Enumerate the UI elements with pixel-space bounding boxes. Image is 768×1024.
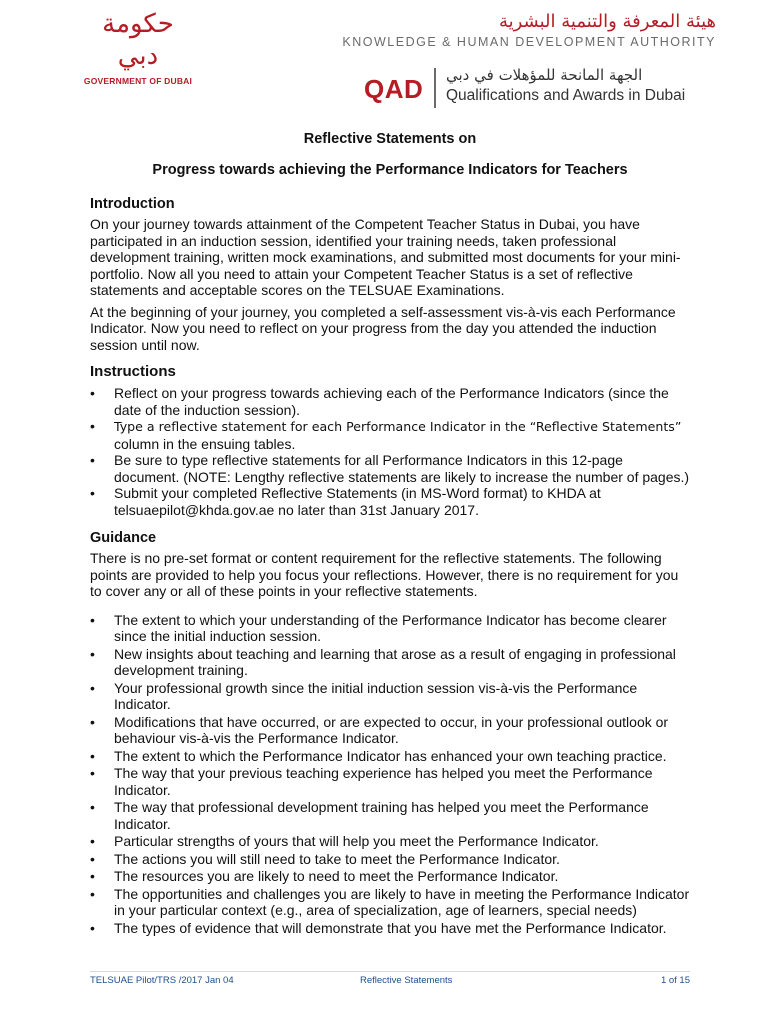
- list-item: • The types of evidence that will demonstrate that you have met the Performance Indicator.: [90, 920, 690, 937]
- qad-arabic-name: الجهة المانحة للمؤهلات في دبي: [446, 66, 643, 84]
- list-item: • Reflect on your progress towards achieving each of the Performance Indicators (since the date of the induction session).: [90, 385, 690, 418]
- qad-logo: [364, 66, 724, 110]
- guidance-heading: Guidance: [90, 530, 157, 546]
- introduction-paragraph: At the beginning of your journey, you completed a self-assessment vis-à-vis each Performance Indicator. Now you need to reflect on your progress from the day you attended the induction session until now.: [90, 303, 676, 353]
- introduction-paragraph: On your journey towards attainment of the Competent Teacher Status in Dubai, you have participated in an induction session, identified your training needs, taken professional development training, written mock examinations, and submitted most documents for your mini-portfolio. Now all you need to attain your Competent Teacher Status is a set of reflective statements and acceptable scores on the TELSUAE Examinations.: [90, 216, 681, 298]
- instructions-section: [90, 363, 690, 518]
- typed-instruction-text: Type a reflective statement for each Performance Indicator in the “Reflective Statements”: [114, 419, 682, 434]
- list-item: • Modifications that have occurred, or are expected to occur, in your professional outlook or behaviour vis-à-vis the Performance Indicator.: [90, 714, 690, 747]
- instructions-list: [90, 385, 690, 518]
- list-item: • Submit your completed Reflective Statements (in MS-Word format) to KHDA at telsuaepilot@khda.gov.ae no later than 31st January 2017.: [90, 485, 690, 518]
- khda-logo: [296, 10, 716, 49]
- introduction-section: [90, 195, 690, 353]
- list-item: • The extent to which the Performance Indicator has enhanced your own teaching practice.: [90, 748, 690, 765]
- instruction-continuation: column in the ensuing tables.: [114, 435, 296, 452]
- guidance-list: [90, 612, 690, 937]
- document-title-line1: Reflective Statements on: [303, 131, 477, 147]
- footer-document-code: TELSUAE Pilot/TRS /2017 Jan 04: [90, 975, 234, 986]
- list-item: • The actions you will still need to take to meet the Performance Indicator.: [90, 851, 690, 868]
- list-item: • Be sure to type reflective statements for all Performance Indicators in this 12-page document. (NOTE: Lengthy reflective statements are likely to increase the number of pages.): [90, 452, 690, 485]
- list-item: • The way that professional development training has helped you meet the Performance Indicator.: [90, 799, 690, 832]
- government-english-name: GOVERNMENT OF DUBAI: [83, 76, 193, 86]
- page-footer: [90, 971, 690, 985]
- footer-document-title: Reflective Statements: [360, 975, 453, 986]
- list-item: • The opportunities and challenges you are likely to have in meeting the Performance Indicator in your particular context (e.g., area of specialization, age of learners, special needs): [90, 886, 690, 919]
- document-body: [90, 122, 690, 937]
- list-item: • The extent to which your understanding of the Performance Indicator has become clearer since the initial induction session.: [90, 612, 690, 645]
- government-of-dubai-logo: [78, 8, 198, 86]
- list-item: • Particular strengths of yours that will help you meet the Performance Indicator.: [90, 833, 690, 850]
- introduction-heading: Introduction: [90, 196, 175, 212]
- guidance-section: [90, 529, 690, 936]
- list-item: • Your professional growth since the initial induction session vis-à-vis the Performance Indicator.: [90, 680, 690, 713]
- instructions-heading: Instructions: [90, 363, 176, 380]
- page-header: [0, 0, 768, 118]
- qad-english-name: Qualifications and Awards in Dubai: [446, 87, 686, 104]
- authority-english-name: KNOWLEDGE & HUMAN DEVELOPMENT AUTHORITY: [342, 35, 716, 49]
- document-title-line2: Progress towards achieving the Performance Indicators for Teachers: [152, 162, 628, 178]
- qad-divider: [434, 68, 436, 108]
- government-arabic-name: حكومة دبي: [102, 9, 174, 71]
- list-item: • The way that your previous teaching experience has helped you meet the Performance Indicator.: [90, 765, 690, 798]
- guidance-paragraph: There is no pre-set format or content requirement for the reflective statements. The following points are provided to help you focus your reflections. However, there is no requirement for you to cover any or all of these points in your reflective statements.: [90, 550, 679, 599]
- footer-page-number: 1 of 15: [660, 975, 690, 986]
- list-item: • The resources you are likely to need to meet the Performance Indicator.: [90, 868, 690, 885]
- qad-abbreviation: QAD: [364, 74, 424, 104]
- list-item: • New insights about teaching and learning that arose as a result of engaging in professional development training.: [90, 646, 690, 679]
- list-item: [90, 418, 690, 452]
- authority-arabic-name: هيئة المعرفة والتنمية البشرية: [498, 11, 716, 32]
